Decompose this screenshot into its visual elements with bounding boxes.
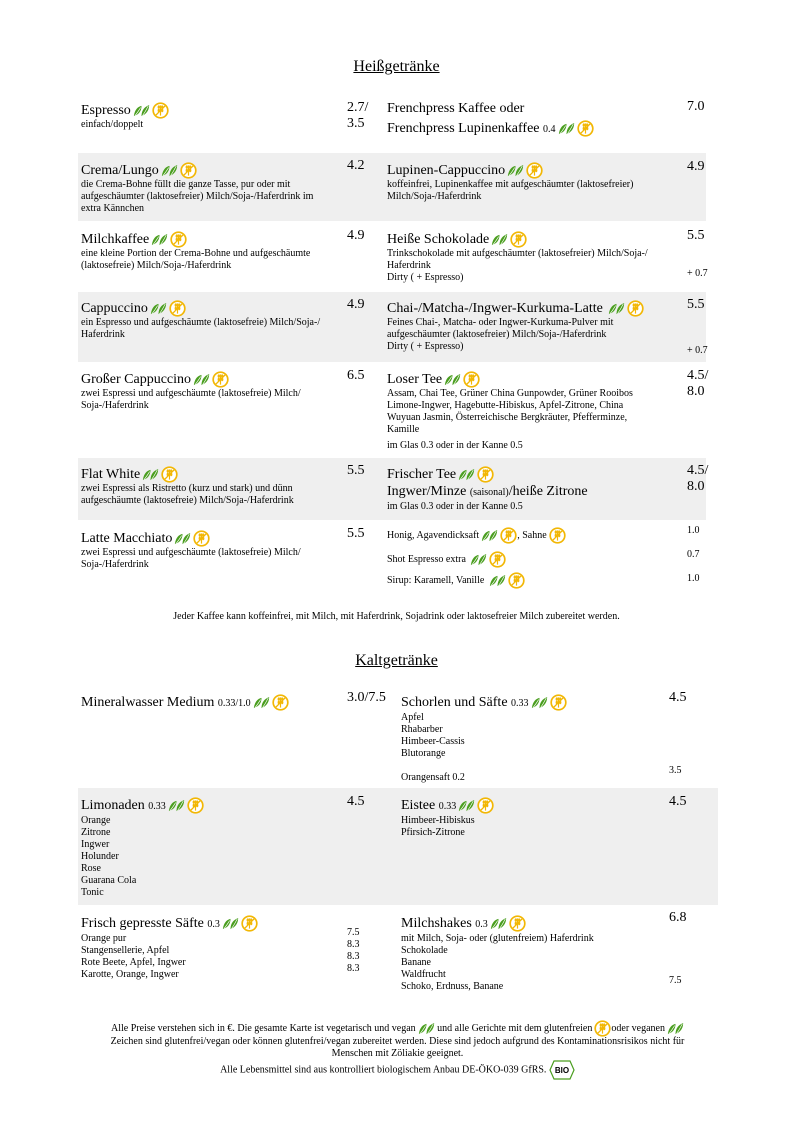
item-desc: Dirty ( + Espresso): [387, 341, 464, 353]
item-desc: einfach/doppelt: [81, 119, 144, 131]
vegan-leaf-icon: [458, 799, 475, 813]
list-item: Orangensaft 0.2: [401, 772, 465, 783]
price: 7.0: [687, 99, 705, 114]
vegan-leaf-icon: [133, 104, 150, 118]
footer-text: oder veganen: [611, 1022, 665, 1034]
footer-line-4: [80, 1060, 715, 1080]
gluten-free-icon: [526, 162, 543, 179]
vegan-leaf-icon: [161, 164, 178, 178]
item-name: Crema/Lungo: [81, 163, 159, 178]
item-desc: Assam, Chai Tee, Grüner China Gunpowder, Grüner Rooibos: [387, 388, 633, 400]
vegan-leaf-icon: [444, 373, 461, 387]
extra-price: 0.7: [687, 549, 700, 560]
footer-line-3: Menschen mit Zöliakie geeignet.: [331, 1048, 464, 1059]
item-desc: koffeinfrei, Lupinenkaffee mit aufgeschäumter (laktosefreier): [387, 179, 634, 191]
item-size: 0.33/1.0: [217, 698, 251, 709]
price: 4.5: [347, 794, 365, 809]
item-name: Limonaden: [81, 798, 145, 813]
item-desc: die Crema-Bohne füllt die ganze Tasse, pur oder mit: [81, 179, 291, 191]
item-desc: im Glas 0.3 oder in der Kanne 0.5: [387, 501, 523, 513]
extra-price: 1.0: [687, 525, 700, 536]
item-name: Heiße Schokolade: [387, 232, 490, 247]
gluten-free-icon: [627, 300, 644, 317]
list-item: Waldfrucht: [401, 969, 446, 980]
list-item: Holunder: [81, 851, 119, 862]
gluten-free-icon: [161, 466, 178, 483]
gluten-free-icon: [463, 371, 480, 388]
gluten-free-icon: [577, 120, 594, 137]
gluten-free-icon: [508, 572, 525, 589]
gluten-free-icon: [193, 530, 210, 547]
item-name: Mineralwasser Medium: [81, 695, 215, 710]
item-desc: zwei Espressi und aufgeschäumte (laktosefreie) Milch/: [81, 388, 301, 400]
vegan-leaf-icon: [142, 468, 159, 482]
price: 5.5: [347, 526, 365, 541]
list-item: Banane: [401, 957, 431, 968]
menu-item-milchshakes: [401, 915, 594, 993]
vegan-leaf-icon: [531, 696, 548, 710]
vegan-leaf-icon: [491, 233, 508, 247]
extra-price: 1.0: [687, 573, 700, 584]
item-name: /heiße Zitrone: [508, 484, 588, 500]
vegan-leaf-icon: [174, 532, 191, 546]
item-name: Lupinen-Cappuccino: [387, 163, 506, 178]
menu-item-frenchpress: [387, 98, 594, 138]
menu-item-cappuccino: [81, 300, 320, 341]
list-item: Ingwer: [81, 839, 110, 850]
menu-item-crema-lungo: [81, 162, 313, 215]
bio-seal-icon: [549, 1060, 575, 1080]
item-desc: eine kleine Portion der Crema-Bohne und aufgeschäumte: [81, 248, 311, 260]
item-name: Loser Tee: [387, 372, 443, 387]
gluten-free-icon: [594, 1020, 611, 1037]
gluten-free-icon: [241, 915, 258, 932]
item-desc: mit Milch, Soja- oder (glutenfreiem) Haferdrink: [401, 933, 594, 944]
item-desc: Soja-/Haferdrink: [81, 400, 149, 412]
price: 6.5: [347, 368, 365, 383]
extra-price: + 0.7: [687, 345, 708, 356]
menu-item-mineralwasser: [81, 694, 289, 712]
cold-section-title: Kaltgetränke: [355, 652, 438, 669]
price: 4.2: [347, 158, 365, 173]
list-item: Rose: [81, 863, 101, 874]
price: 2.7/ 3.5: [347, 100, 369, 131]
vegan-leaf-icon: [193, 373, 210, 387]
item-desc: Milch/Soja-/Haferdrink: [387, 191, 482, 203]
gluten-free-icon: [477, 466, 494, 483]
item-name: Frenchpress Kaffee oder: [387, 101, 525, 116]
vegan-leaf-icon: [558, 122, 575, 136]
item-name: Flat White: [81, 467, 141, 482]
price: 3.0/7.5: [347, 690, 386, 705]
item-size: 0.3: [475, 919, 488, 930]
item-desc: Feines Chai-, Matcha- oder Ingwer-Kurkuma-Pulver mit: [387, 317, 614, 329]
item-name: Latte Macchiato: [81, 531, 173, 546]
item-size: 0.33: [148, 801, 166, 812]
menu-item-heisse-schokolade: [387, 231, 648, 284]
price: 5.5: [347, 463, 365, 478]
item-desc: ein Espresso und aufgeschäumte (laktosefreie) Milch/Soja-/: [81, 317, 321, 329]
list-item: Zitrone: [81, 827, 111, 838]
menu-item-frischer-tee: [387, 466, 588, 513]
item-name: Espresso: [81, 103, 131, 118]
item-size: 0.33: [511, 698, 529, 709]
extra-label: , Sahne: [517, 529, 547, 541]
list-item: Pfirsich-Zitrone: [401, 827, 465, 838]
vegan-leaf-icon: [150, 302, 167, 316]
gluten-free-icon: [509, 915, 526, 932]
list-item: Himbeer-Cassis: [401, 736, 465, 747]
footer-line-1: [80, 1020, 715, 1037]
vegan-leaf-icon: [667, 1022, 684, 1036]
price: 4.5/ 8.0: [687, 368, 709, 399]
extra-price: + 0.7: [687, 268, 708, 279]
item-name: Chai-/Matcha-/Ingwer-Kurkuma-Latte: [387, 301, 603, 316]
menu-item-flat-white: [81, 466, 294, 507]
extra-price: 7.5: [669, 975, 682, 986]
price: 4.9: [687, 159, 705, 174]
item-size: 0.4: [543, 124, 556, 135]
item-desc: aufgeschäumter (laktosefreier) Milch/Soja-/Haferdrink im: [81, 191, 314, 203]
item-size: 0.3: [207, 919, 220, 930]
item-desc: zwei Espressi als Ristretto (kurz und stark) und dünn: [81, 483, 293, 495]
bio-label: BIO: [554, 1066, 570, 1075]
price-list: 7.5 8.3 8.3 8.3: [347, 927, 360, 974]
price: 4.5/ 8.0: [687, 463, 709, 494]
item-name: Milchkaffee: [81, 232, 150, 247]
list-item: Rote Beete, Apfel, Ingwer: [81, 957, 186, 968]
item-desc: Limone-Ingwer, Hagebutte-Hibiskus, Apfel-Zitrone, China: [387, 400, 624, 412]
item-desc: Wuyuan Jasmin, Österreichische Bergkräuter, Pfefferminze,: [387, 412, 628, 424]
extra-label: Honig: [387, 529, 412, 541]
gluten-free-icon: [549, 527, 566, 544]
vegan-leaf-icon: [151, 233, 168, 247]
item-size: 0.33: [438, 801, 457, 812]
vegan-leaf-icon: [458, 468, 475, 482]
list-item: Orange: [81, 815, 111, 826]
vegan-leaf-icon: [490, 917, 507, 931]
extras-honig-row: [387, 527, 566, 544]
menu-item-eistee: [401, 797, 494, 839]
price: 6.8: [669, 910, 687, 925]
extras-sirup-row: [387, 572, 525, 589]
list-item: Rhabarber: [401, 724, 443, 735]
list-item: Orange pur: [81, 933, 127, 944]
item-name: Ingwer/Minze: [387, 484, 467, 500]
price: 4.5: [669, 794, 687, 809]
item-name: Frischer Tee: [387, 467, 457, 482]
item-name: Eistee: [401, 798, 436, 813]
menu-item-milchkaffee: [81, 231, 310, 272]
menu-item-latte-macchiato: [81, 530, 301, 571]
list-item: Blutorange: [401, 748, 446, 759]
list-item: Apfel: [401, 712, 424, 723]
item-desc: Haferdrink: [387, 260, 431, 272]
item-name: Cappuccino: [81, 301, 148, 316]
gluten-free-icon: [272, 694, 289, 711]
vegan-leaf-icon: [253, 696, 270, 710]
coffee-note: Jeder Kaffee kann koffeinfrei, mit Milch, mit Haferdrink, Sojadrink oder laktosefreier Milch zubereitet werden.: [173, 611, 620, 622]
item-desc: Soja-/Haferdrink: [81, 559, 149, 571]
price: 4.5: [669, 690, 687, 705]
list-item: Himbeer-Hibiskus: [401, 815, 475, 826]
item-desc: extra Kännchen: [81, 203, 145, 215]
item-desc: zwei Espressi und aufgeschäumte (laktosefreie) Milch/: [81, 547, 301, 559]
item-note: (saisonal): [469, 487, 509, 499]
vegan-leaf-icon: [489, 574, 506, 588]
price: 4.9: [347, 228, 365, 243]
menu-item-schorlen: [401, 694, 567, 784]
price: 5.5: [687, 297, 705, 312]
item-name: Milchshakes: [401, 916, 472, 931]
vegan-leaf-icon: [222, 917, 239, 931]
vegan-leaf-icon: [168, 799, 185, 813]
vegan-leaf-icon: [507, 164, 524, 178]
list-item: Tonic: [81, 887, 104, 898]
list-item: Karotte, Orange, Ingwer: [81, 969, 179, 980]
item-name: Schorlen und Säfte: [401, 695, 508, 710]
menu-item-grosser-cappuccino: [81, 371, 301, 412]
extra-label: Shot Espresso extra: [387, 553, 466, 565]
footer-text: und alle Gerichte mit dem glutenfreien: [437, 1022, 593, 1034]
gluten-free-icon: [489, 551, 506, 568]
item-desc: Dirty ( + Espresso): [387, 272, 464, 284]
extra-label: Sirup: Karamell, Vanille: [387, 574, 485, 586]
price: 4.9: [347, 297, 365, 312]
list-item: Schokolade: [401, 945, 448, 956]
item-desc: Haferdrink: [81, 329, 125, 341]
item-name: Frenchpress Lupinenkaffee: [387, 121, 540, 136]
menu-item-loser-tee: [387, 371, 633, 452]
gluten-free-icon: [500, 527, 517, 544]
menu-item-saefte: [81, 915, 258, 981]
gluten-free-icon: [212, 371, 229, 388]
menu-item-chai-latte: [387, 300, 644, 353]
footer-text: Alle Preise verstehen sich in €. Die gesamte Karte ist vegetarisch und vegan: [111, 1022, 416, 1034]
list-item: Guarana Cola: [81, 875, 137, 886]
list-item: Schoko, Erdnuss, Banane: [401, 981, 504, 992]
price: 5.5: [687, 228, 705, 243]
vegan-leaf-icon: [418, 1022, 435, 1036]
item-desc: aufgeschäumter (laktosefreier) Milch/Soja-/Haferdrink: [387, 329, 607, 341]
list-item: Stangensellerie, Apfel: [81, 945, 170, 956]
item-desc: (laktosefreie) Milch/Soja-/Haferdrink: [81, 260, 232, 272]
vegan-leaf-icon: [608, 302, 625, 316]
item-name: Frisch gepresste Säfte: [81, 916, 204, 931]
gluten-free-icon: [550, 694, 567, 711]
item-name: Großer Cappuccino: [81, 372, 192, 387]
hot-section-title: Heißgetränke: [353, 58, 440, 75]
gluten-free-icon: [477, 797, 494, 814]
menu-item-limonaden: [81, 797, 204, 899]
gluten-free-icon: [510, 231, 527, 248]
gluten-free-icon: [180, 162, 197, 179]
gluten-free-icon: [169, 300, 186, 317]
vegan-leaf-icon: [470, 553, 487, 567]
item-desc: im Glas 0.3 oder in der Kanne 0.5: [387, 440, 523, 452]
extra-label: , Agavendicksaft: [412, 529, 480, 541]
gluten-free-icon: [187, 797, 204, 814]
menu-item-lupinen-cappuccino: [387, 162, 633, 203]
item-desc: aufgeschäumte (laktosefreie) Milch/Soja-/Haferdrink: [81, 495, 294, 507]
footer-line-2: Zeichen sind glutenfrei/vegan oder können glutenfrei/vegan zubereitet werden. Diese sind jedoch aufgrund des Kontaminationsrisikos nicht für: [110, 1036, 685, 1047]
gluten-free-icon: [152, 102, 169, 119]
extras-shot-row: [387, 551, 506, 568]
footer-text: Alle Lebensmittel sind aus kontrolliert biologischem Anbau DE-ÖKO-039 GfRS.: [220, 1064, 547, 1076]
vegan-leaf-icon: [481, 529, 498, 543]
gluten-free-icon: [170, 231, 187, 248]
extra-price: 3.5: [669, 765, 682, 776]
item-desc: Kamille: [387, 424, 420, 436]
item-desc: Trinkschokolade mit aufgeschäumter (laktosefreier) Milch/Soja-/: [387, 248, 648, 260]
menu-item-espresso: [81, 102, 169, 131]
